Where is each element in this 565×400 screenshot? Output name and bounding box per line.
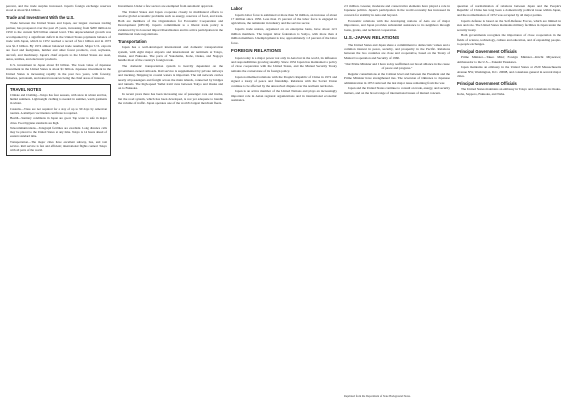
paragraph: Japan maintains an embassy in the United States at 2520 Massachusetts Avenue NW, Washington, D.C. 20008, and consulates general in several major cities.	[457, 65, 561, 79]
paragraph: Trade between the United States and Japan, our largest overseas trading partner, has prospered over the past 25 years, increasing from $200 million in 1950 to the current $20 billion annual level. This unprecedented growth was accompanied by a significant deficit in the United States payments balance of trade with Japan, which in 1972 reached a record of $4.1 billion and in 1973 was $1.3 billion. By 1974 almost balanced trade resulted. Major U.S. exports are food and feedgrains, lumber and other forest products, coal, soybeans, aircraft, and machinery. Japan's chief exports to the United States are steel, autos, textiles, and electronic products.	[6, 21, 111, 62]
paragraph: Investment. Under a few sectors are exempted from automatic approval.	[118, 4, 214, 8]
paragraph: U.S. investment in Japan about $3 billion. The book value of Japanese investment in the United States is about $1 billion. Japanese investment in the United States is increasing rapidly in the past two years, with forestry, fisheries, petroleum, and natural resources being the chief areas of interest.	[6, 62, 111, 81]
section-heading-foreign-relations: FOREIGN RELATIONS	[231, 48, 282, 54]
paragraph: Both governments recognize the importance of close cooperation in the fields of science, technology, culture and education, and of expanding people-to-people exchanges.	[457, 33, 561, 47]
section-heading-labor: Labor	[231, 6, 243, 12]
paragraph: The United States and Japan share a commitment to democratic values and a common interest in peace, security, and prosperity in the Pacific. Relations between the two countries are close and cooperative, based on the Treaty of Mutual Cooperation and Security of 1960.	[344, 42, 450, 60]
column-2	[118, 4, 223, 398]
travel-notes-title: TRAVEL NOTES	[10, 86, 42, 92]
paragraph: Prime Minister—Takeo Miki; Foreign Minister—Kiichi Miyazawa; Ambassador to the U.S.—Takeshi Yasukawa.	[457, 55, 561, 64]
paragraph: Japan is an active member of the United Nations and plays an increasingly important role in Asian regional organizations and in international economic assistance.	[231, 89, 337, 103]
section-heading-trade: Trade and Investment With the U.S.	[6, 15, 75, 21]
paragraph: The domestic transportation system is heavily dependent on the government-owned railroads. Rail service is supplemented by private railways and trucking. Shipping in coastal waters is important. The rail network carries nearly all passengers and freight across the main islands, connected by bridges and tunnels. The high-speed 'bullet train' runs between Tokyo and Osaka and on to Fukuoka.	[118, 64, 223, 91]
paragraph: Japan normalized relations with the People's Republic of China in 1972 and signed a treaty of peace and friendship. Relations with the Soviet Union continue to be affected by the unresolved dispute over the northern territories.	[231, 74, 337, 88]
column-5	[457, 4, 561, 398]
column-1	[6, 4, 111, 398]
paragraph: The United States maintains an embassy in Tokyo and consulates in Osaka-Kobe, Sapporo, Fukuoka, and Naha.	[457, 87, 561, 96]
travel-note: Customs—Visas are not required for a stay of up to 90 days by American tourists. A smallpox vaccination certificate is required.	[10, 106, 107, 115]
column-3	[231, 4, 337, 398]
paragraph: Japan's defense is based on the Self-Defense Forces, which are limited in size and role. The United States maintains military facilities in Japan under the security treaty.	[457, 18, 561, 32]
paragraph: Economic relations with the developing nations of Asia are of major importance, and Japan provides substantial assistance to its neighbors through loans, grants, and technical cooperation.	[344, 18, 450, 32]
paragraph: Japan and the United States continue to consult on trade, energy, and security matters, and on the broad range of international issues of mutual concern.	[344, 86, 450, 95]
column-4	[344, 4, 450, 398]
travel-note: Transportation—The major cities have excellent subway, bus, and taxi service. Rail service is fast and efficient; international flights connect Tokyo with all parts of the world.	[10, 139, 107, 152]
paragraph: percent, and the trade surplus increased. Japan's foreign exchange reserves stood at about $14 billion.	[6, 4, 111, 13]
section-heading-transportation: Transportation	[118, 38, 147, 44]
paragraph: Regular consultations at the Cabinet level and between the President and the Prime Minister have strengthened ties. The reversion of Okinawa to Japanese administration in 1972 removed the last major issue remaining from the war.	[344, 71, 450, 85]
travel-note: Health—Sanitary conditions in Japan are good. Tap water is safe in major cities. Food hygiene standards are high.	[10, 116, 107, 125]
paragraph: Japan's labor force is estimated at more than 52 million, an increase of about 17 million since 1950. Less than 15 percent of the labor force is engaged in agriculture, the remainder in industry and the service sector.	[231, 12, 337, 26]
section-heading-us-japan-relations: U.S.-JAPAN RELATIONS	[344, 35, 400, 41]
travel-notes-box	[6, 84, 111, 157]
paragraph: 2.5 million. Greater, moderate and conservative elements have played a role in Japanese politics. Japan's participation in the world economy has increased its concern for stability in Asia and beyond.	[344, 4, 450, 17]
section-heading-principal-officials: Principal Government Officials	[457, 48, 517, 54]
paragraph: In recent years there has been increasing use of passenger cars and trucks, but the road system, which has been developed, is not yet adequate to handle the volume of traffic. Japan operates one of the world's largest merchant fleets.	[118, 92, 223, 106]
section-heading-officials: Principal Government Officials	[457, 81, 517, 86]
travel-note: Telecommunications—Telegraph facilities are excellent. Long distance calls may be placed to the United States at any time. Tokyo is 14 hours ahead of eastern standard time.	[10, 126, 107, 139]
paragraph: The United States and Japan cooperate closely in multilateral efforts to resolve global economic problems such as energy, reserves of food, and trade. Both are members of the Organization for Economic Cooperation and Development (OECD). Japan's commitment to a liberal trade policy is evidenced by its lowered import liberalization and its active participation in the multilateral trade negotiations.	[118, 9, 223, 37]
paragraph: Japan has a well-developed international and domestic transportation system, with eight major airports and international air terminals at Tokyo, Osaka, and Fukuoka. The ports of Yokohama, Kobe, Osaka, and Nagoya handle most of the country's foreign trade.	[118, 45, 223, 63]
footnote: Reprinted from the Department of State Background Notes.	[344, 395, 411, 398]
paragraph: Japan's trade unions, organized on an enterprise basis, have about 12.5 million members. The largest labor federation is Sohyo, with more than 4 million members. Unemployment is low, approximately 1.3 percent of the labor force.	[231, 27, 337, 45]
travel-note: Climate and Clothing—Tokyo has four seasons, with snow in winter and hot, humid summers. Lightweight clothing is needed in summer, warm garments in winter.	[10, 93, 107, 106]
quote: "Our Prime Minister and I have today reaffirmed our broad alliance in the cause of peace and progress."	[344, 61, 450, 71]
paragraph: Japan today is a major power not only in Asia but in the world, its influence and responsibilities growing steadily. Since 1952 Japan has maintained a policy of close cooperation with the United States, and the Mutual Security Treaty remains the cornerstone of its foreign policy.	[231, 55, 337, 73]
paragraph: question of normalization of relations between Japan and the People's Republic of China has long been a domestically political issue within Japan, and the normalization of 1972 was accepted by all major parties.	[457, 4, 561, 17]
